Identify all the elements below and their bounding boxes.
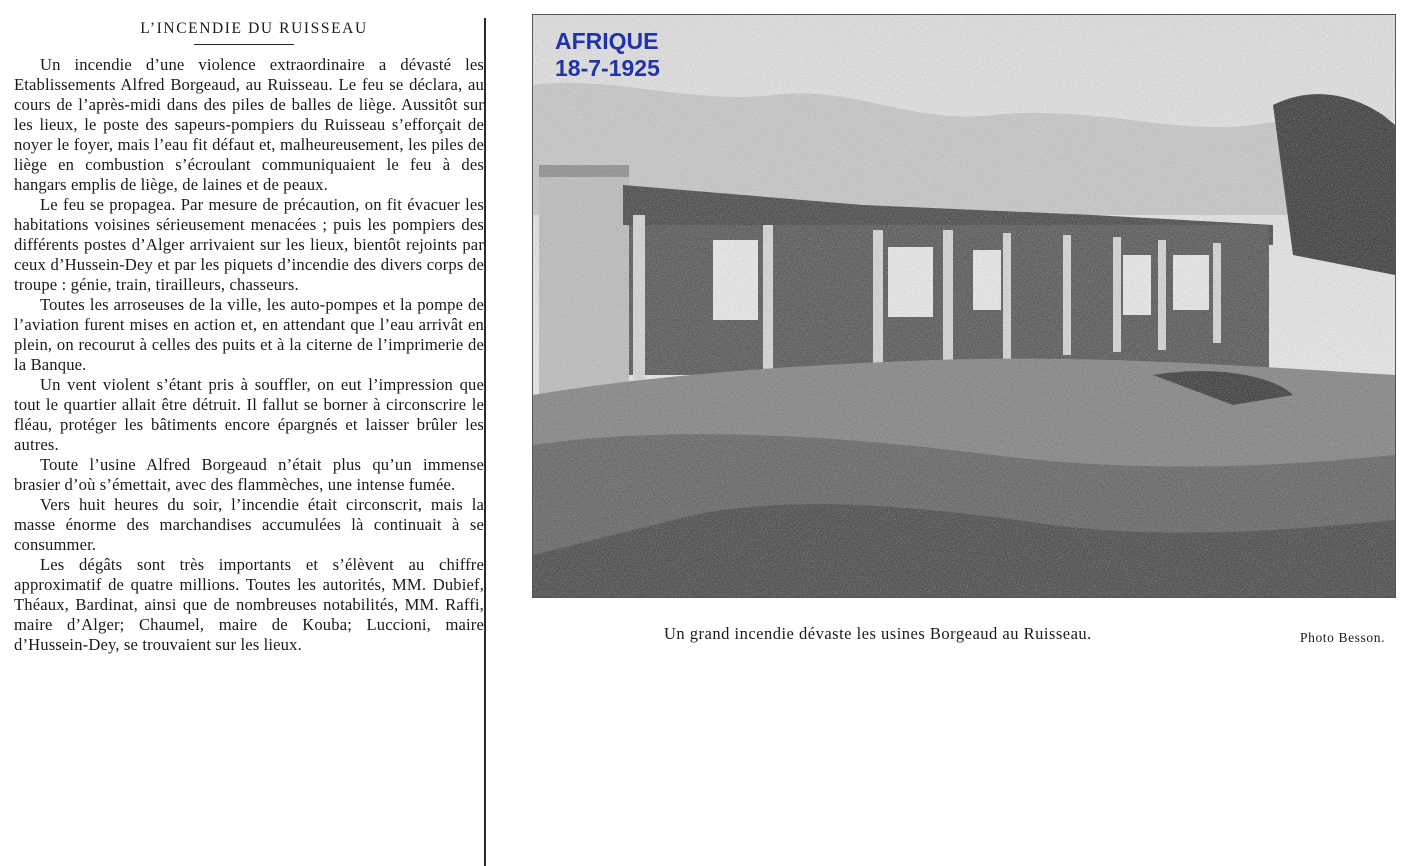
stamp-date: 18-7-1925 — [555, 55, 660, 81]
article-paragraph: Les dégâts sont très importants et s’élèvent au chiffre approximatif de quatre millions. Toutes les autorités, MM. Dubief, Théaux, Bardinat, ainsi que de nombreuses notabilités, MM. Raffi, maire d’Alger; Chaumel, maire de Kouba; Luccioni, maire d’Hussein-Dey, se trouvaient sur les lieux. — [14, 555, 484, 654]
burned-factory-photo — [533, 15, 1395, 597]
photo-caption: Un grand incendie dévaste les usines Borgeaud au Ruisseau. — [664, 624, 1092, 643]
article-paragraph: Un incendie d’une violence extraordinaire a dévasté les Etablissements Alfred Borgeaud, au Ruisseau. Le feu se déclara, au cours de l’après-midi dans des piles de balles de liège. Aussitôt sur les lieux, le poste des sapeurs-pompiers du Ruisseau s’efforçait de noyer le foyer, mais l’eau fit défaut et, malheureusement, les piles de liège en combustion s’écroulant communiquaient le feu à des hangars emplis de liège, de laines et de peaux. — [14, 55, 484, 194]
archive-stamp — [555, 28, 660, 82]
stamp-title: AFRIQUE — [555, 28, 659, 54]
headline-rule — [194, 44, 294, 45]
article-column — [14, 14, 484, 655]
article-paragraph: Vers huit heures du soir, l’incendie était circonscrit, mais la masse énorme des marchandises accumulées là continuait à se consummer. — [14, 495, 484, 554]
article-paragraph: Toute l’usine Alfred Borgeaud n’était plus qu’un immense brasier d’où s’émettait, avec des flammèches, une intense fumée. — [14, 455, 484, 494]
photo-credit: Photo Besson. — [1300, 630, 1386, 645]
article-paragraph: Un vent violent s’étant pris à souffler, on eut l’impression que tout le quartier allait être détruit. Il fallut se borner à circonscrire le fléau, protéger les bâtiments encore épargnés et laisser brûler les autres. — [14, 375, 484, 454]
column-divider — [484, 18, 486, 866]
article-paragraph: Toutes les arroseuses de la ville, les auto-pompes et la pompe de l’aviation furent mises en action et, en attendant que l’eau arrivât en plein, on recourut à celles des puits et à la citerne de l’imprimerie de la Banque. — [14, 295, 484, 374]
news-photo — [532, 14, 1396, 598]
article-headline: L’INCENDIE DU RUISSEAU — [140, 20, 368, 37]
article-paragraph: Le feu se propagea. Par mesure de précaution, on fit évacuer les habitations voisines sérieusement menacées ; puis les pompiers des différents postes d’Alger arrivaient sur les lieux, bientôt rejoints par ceux d’Hussein-Dey et par les piquets d’incendie des divers corps de troupe : génie, train, tirailleurs, chasseurs. — [14, 195, 484, 294]
